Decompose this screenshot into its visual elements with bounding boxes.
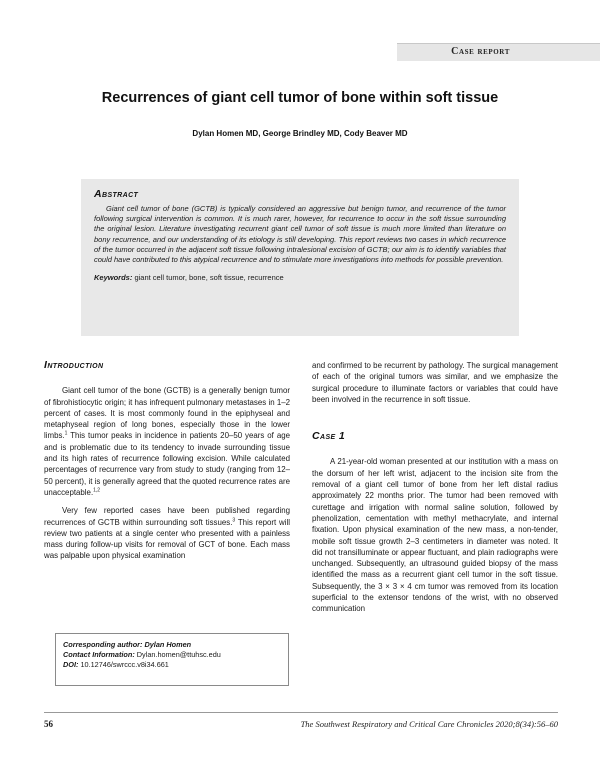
section-label: Case report: [451, 46, 510, 57]
intro-paragraph-1: Giant cell tumor of the bone (GCTB) is a generally benign tumor of fibrohistiocytic origin; it has infrequent pulmonary metastases in 1–2 percent of cases. It is most commonly found in the epiphyseal and metaphyseal region of long bones, especially those in the lower limbs.$^1$ This tumor peaks in incidence in patients 20–50 years of age and is problematic due to its tendency to invade surrounding tissue and its high rates of recurrence following excision. While calculated percentages of recurrence vary from study to study (ranging from 12–50 percent), it is generally agreed that the quoted recurrence rates are unacceptable.$^{1,2}$: [44, 386, 290, 497]
corresponding-author: Corresponding author: Dylan Homen: [63, 640, 192, 649]
abstract-heading: Abstract: [94, 188, 139, 200]
keywords-label: Keywords:: [94, 273, 133, 283]
correspondence-box: [55, 633, 289, 686]
article-title: Recurrences of giant cell tumor of bone within soft tissue: [101, 90, 499, 106]
case1-heading: Case 1: [312, 430, 346, 443]
abstract-box: [81, 179, 519, 336]
journal-citation: The Southwest Respiratory and Critical Care Chronicles 2020;8(34):56–60: [300, 719, 558, 729]
keywords: [94, 273, 506, 283]
keywords-value: giant cell tumor, bone, soft tissue, recurrence: [134, 273, 284, 283]
abstract-body: Giant cell tumor of bone (GCTB) is typically considered an aggressive but benign tumor, and recurrence of the tumor following surgical intervention is common. It is much rarer, however, for recurrence to occur in the soft tissue surrounding the original lesion. Literature investigating recurrent giant cell tumor of soft tissue is much more limited than literature on bony recurrence, and our understanding of its etiology is still developing. This report reviews two cases in which recurrence of the tumor occurred in the adjacent soft tissue following intralesional excision of GCTB; our aim is to identify variables that could have contributed to this atypical recurrence and to stimulate more investigations into methods for possible prevention.: [94, 204, 506, 265]
introduction-heading: Introduction: [44, 359, 104, 371]
intro-paragraph-2: Very few reported cases have been published regarding recurrences of GCTB within surrounding soft tissues.$^3$ This report will review two patients at a single center who presented with a painless mass during follow-up visits for removal of GCT of bone. Each mass was palpable upon physical examination: [44, 506, 290, 561]
citation-ref: 1,2: [93, 487, 101, 494]
intro-paragraph-2-continued: and confirmed to be recurrent by pathology. The surgical management of each of the original tumors was similar, and we emphasize the surgical procedure to illuminate factors or variables that could have been involved in the recurrence in soft tissue.: [312, 361, 558, 404]
doi: DOI: 10.12746/swrccc.v8i34.661: [63, 660, 169, 670]
citation-ref: 1: [64, 430, 68, 437]
citation-ref: 3: [232, 516, 236, 523]
author-list: Dylan Homen MD, George Brindley MD, Cody Beaver MD: [192, 129, 408, 138]
section-label-tab: [397, 43, 600, 61]
case1-paragraph: A 21-year-old woman presented at our institution with a mass on the dorsum of her left wrist, adjacent to the incision site from the removal of a giant cell tumor of bone from her left distal radius approximately 22 months prior. The tumor had been removed with curettage and irrigation with normal saline solution, followed by phenolization, cementation with methyl methacrylate, and internal fixation. Upon physical examination of the new mass, a non-tender, mobile soft tissue growth 2–3 centimeters in diameter was noted. It did not transilluminate or appear fluctuant, and plain radiographs were unchanged. Subsequently, an ultrasound guided biopsy of the mass identified the mass as a recurrent giant cell tumor in the soft tissue. Subsequently, the 3 × 3 × 4 cm tumor was removed from its location superficial to the extensor tendons of the wrist, with no observed communication: [312, 457, 558, 614]
right-column: [312, 360, 558, 622]
contact-information: Contact Information: Dylan.homen@ttuhsc.edu: [63, 650, 221, 660]
footer-divider: [44, 712, 558, 713]
page-number: 56: [44, 719, 53, 729]
left-column: [44, 360, 290, 569]
